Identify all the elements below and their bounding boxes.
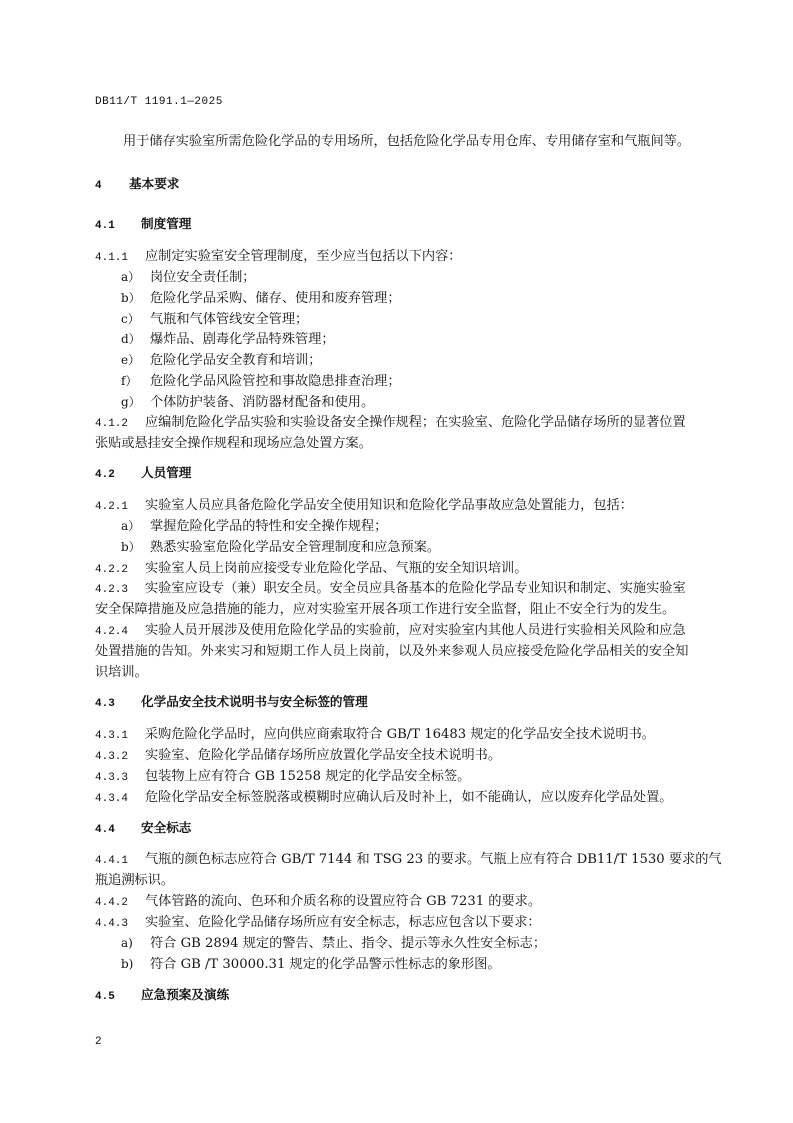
clause-4-4-2 [95,890,541,909]
clause-text: 实验人员开展涉及使用危险化学品的实验前，应对实验室内其他人员进行实验相关风险和应急 [145,623,686,638]
clause-text: 实验室人员上岗前应接受专业危险化学品、气瓶的安全知识培训。 [145,561,528,576]
section-4-3-heading [95,691,368,710]
clause-4-2-3 [95,577,686,596]
list-item: a） 掌握危险化学品的特性和安全操作规程； [121,519,388,534]
list-item: b) 符合 GB /T 30000.31 规定的化学品警示性标志的象形图。 [121,957,501,972]
list-item: d） 爆炸品、剧毒化学品特殊管理； [121,332,335,347]
list-item: b） 熟悉实验室危险化学品安全管理制度和应急预案。 [121,540,441,555]
clause-4-3-3 [95,765,470,784]
page-number: 2 [95,1036,102,1048]
clause-4-1-1 [95,245,462,264]
document-id: DB11/T 1191.1—2025 [95,96,223,108]
clause-4-2-1 [95,494,633,513]
clause-text: 实验室、危险化学品储存场所应放置化学品安全技术说明书。 [145,748,502,763]
section-number: 4.1 [95,220,115,232]
clause-continuation: 张贴或悬挂安全操作规程和现场应急处置方案。 [95,436,372,451]
clause-text: 气瓶的颜色标志应符合 GB/T 7144 和 TSG 23 的要求。气瓶上应有符合 DB11/T 1530 要求的气 [145,852,722,867]
clause-continuation: 瓶追溯标识。 [95,873,175,888]
list-item: b） 危险化学品采购、储存、使用和废弃管理； [121,291,401,306]
clause-number: 4.4.3 [95,918,129,930]
intro-paragraph: 用于储存实验室所需危险化学品的专用场所，包括危险化学品专用仓库、专用储存室和气瓶间等。 [123,134,691,149]
section-number: 4.5 [95,991,115,1003]
clause-text: 应编制危险化学品实验和实验设备安全操作规程；在实验室、危险化学品储存场所的显著位置 [145,415,686,430]
clause-number: 4.1.2 [95,418,129,430]
clause-text: 实验室应设专（兼）职安全员。安全员应具备基本的危险化学品专业知识和制定、实施实验室 [145,581,686,596]
clause-number: 4.2.4 [95,626,129,638]
section-title: 基本要求 [129,176,180,191]
section-number: 4.4 [95,824,115,836]
clause-4-2-4 [95,619,686,638]
section-title: 应急预案及演练 [141,987,230,1002]
section-title: 化学品安全技术说明书与安全标签的管理 [141,694,368,709]
clause-number: 4.3.1 [95,730,129,742]
list-item: f） 危险化学品风险管控和事故隐患排查治理； [121,374,401,389]
section-4-heading [95,173,179,192]
clause-4-2-2 [95,557,527,576]
clause-number: 4.2.1 [95,501,129,513]
clause-4-4-1 [95,848,722,867]
clause-4-3-4 [95,786,673,805]
clause-text: 实验室人员应具备危险化学品安全使用知识和危险化学品事故应急处置能力，包括： [145,498,633,513]
section-4-4-heading [95,817,191,836]
clause-4-3-2 [95,744,501,763]
section-number: 4.2 [95,469,115,481]
clause-number: 4.2.3 [95,584,129,596]
clause-continuation: 识培训。 [95,665,148,680]
clause-text: 包装物上应有符合 GB 15258 规定的化学品安全标签。 [145,769,471,784]
section-number: 4.3 [95,698,115,710]
clause-4-4-3 [95,911,541,930]
section-title: 人员管理 [141,465,192,480]
clause-number: 4.1.1 [95,252,129,264]
list-item: a） 岗位安全责任制； [121,270,256,285]
clause-4-1-2 [95,411,686,430]
list-item: a) 符合 GB 2894 规定的警告、禁止、指令、提示等永久性安全标志； [121,936,547,951]
clause-text: 气体管路的流向、色环和介质名称的设置应符合 GB 7231 的要求。 [145,894,542,909]
list-item: c） 气瓶和气体管线安全管理； [121,312,309,327]
clause-4-3-1 [95,723,655,742]
clause-continuation: 处置措施的告知。外来实习和短期工作人员上岗前，以及外来参观人员应接受危险化学品相关的安全知 [95,644,689,659]
section-number: 4 [95,180,102,192]
section-4-5-heading [95,984,229,1003]
section-4-1-heading [95,213,191,232]
clause-number: 4.4.2 [95,897,129,909]
clause-number: 4.4.1 [95,855,129,867]
clause-continuation: 安全保障措施及应急措施的能力，应对实验室开展各项工作进行安全监督，阻止不安全行为的发生。 [95,602,676,617]
section-title: 制度管理 [141,216,192,231]
list-item: g） 个体防护装备、消防器材配备和使用。 [121,395,375,410]
clause-text: 应制定实验室安全管理制度，至少应当包括以下内容： [145,249,462,264]
clause-text: 实验室、危险化学品储存场所应有安全标志，标志应包含以下要求： [145,915,541,930]
clause-number: 4.3.4 [95,793,129,805]
section-4-2-heading [95,462,191,481]
clause-text: 危险化学品安全标签脱落或模糊时应确认后及时补上，如不能确认，应以废弃化学品处置。 [145,790,673,805]
clause-number: 4.2.2 [95,564,129,576]
list-item: e） 危险化学品安全教育和培训； [121,353,322,368]
section-title: 安全标志 [141,820,192,835]
clause-number: 4.3.2 [95,751,129,763]
clause-text: 采购危险化学品时，应向供应商索取符合 GB/T 16483 规定的化学品安全技术说明书。 [145,727,655,742]
clause-number: 4.3.3 [95,772,129,784]
